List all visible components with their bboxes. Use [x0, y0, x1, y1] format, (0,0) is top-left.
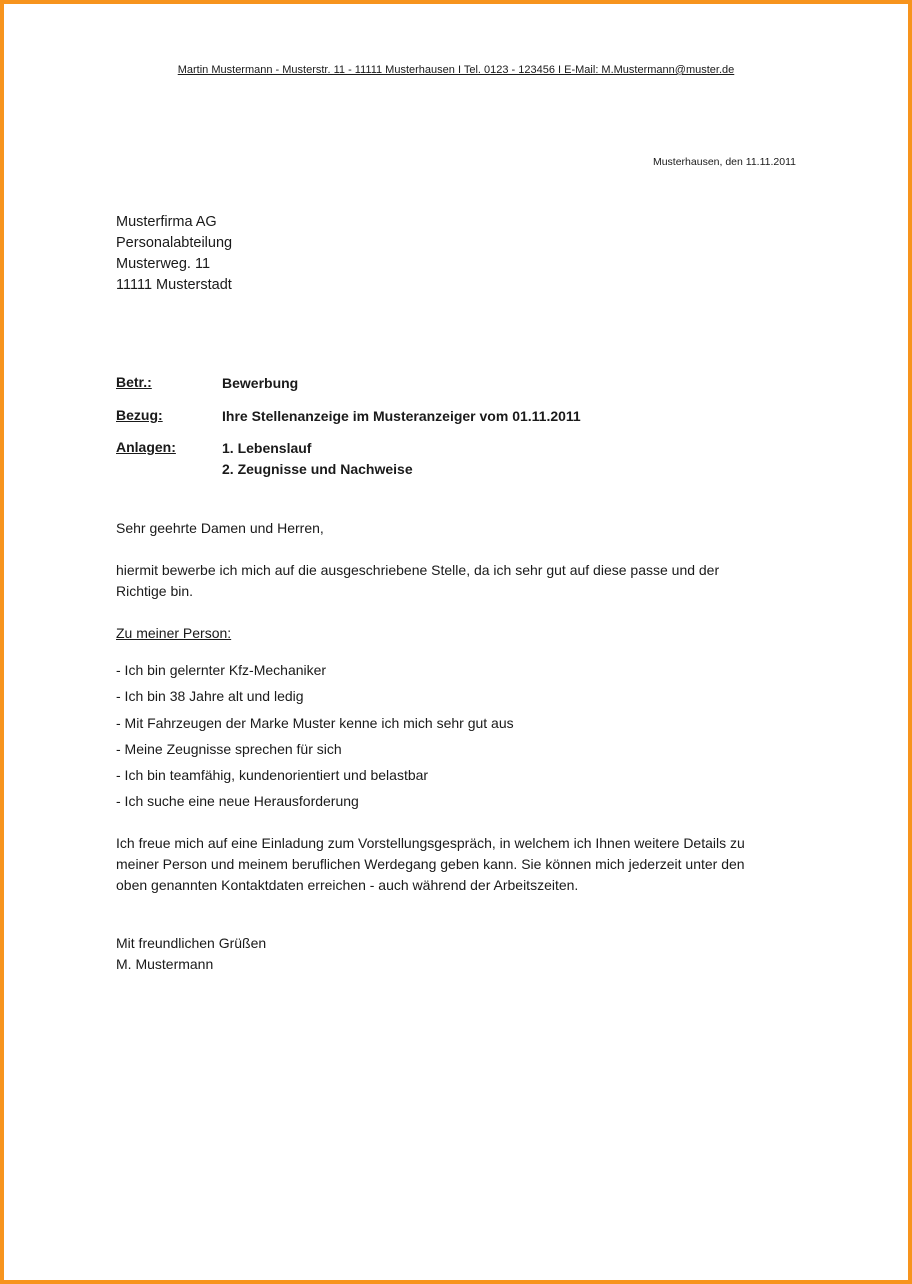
sender-address-line: Martin Mustermann - Musterstr. 11 - 11111 Musterhausen I Tel. 0123 - 123456 I E-Mail: M.Mustermann@muster.de	[177, 64, 735, 76]
list-item: - Ich bin 38 Jahre alt und ledig	[116, 688, 304, 705]
list-item: - Meine Zeugnisse sprechen für sich	[116, 740, 342, 757]
anlagen-list	[222, 438, 413, 480]
closing-line: meiner Person und meinem beruflichen Werdegang geben kann. Sie können mich jederzeit unter den	[116, 856, 745, 872]
list-item: - Mit Fahrzeugen der Marke Muster kenne ich mich sehr gut aus	[116, 714, 514, 731]
anlagen-item: 1. Lebenslauf	[222, 440, 312, 456]
section-heading: Zu meiner Person:	[116, 625, 232, 641]
signature: M. Mustermann	[116, 956, 214, 972]
salutation: Sehr geehrte Damen und Herren,	[116, 520, 324, 536]
recipient-company: Musterfirma AG	[116, 214, 217, 230]
recipient-department: Personalabteilung	[116, 235, 233, 251]
date-line: Musterhausen, den 11.11.2011	[652, 156, 796, 168]
recipient-address	[116, 212, 232, 296]
anlagen-label: Anlagen:	[116, 439, 176, 455]
betr-value: Bewerbung	[222, 375, 299, 391]
bezug-value: Ihre Stellenanzeige im Musteranzeiger vom 01.11.2011	[222, 408, 581, 424]
anlagen-item: 2. Zeugnisse und Nachweise	[222, 461, 413, 477]
closing-paragraph	[116, 833, 816, 896]
greeting: Mit freundlichen Grüßen	[116, 935, 267, 951]
qualification-list	[116, 660, 514, 818]
list-item: - Ich bin gelernter Kfz-Mechaniker	[116, 662, 327, 678]
closing-line: oben genannten Kontaktdaten erreichen - auch während der Arbeitszeiten.	[116, 877, 579, 893]
intro-line: hiermit bewerbe ich mich auf die ausgeschriebene Stelle, da ich sehr gut auf diese passe und der	[116, 562, 720, 578]
recipient-street: Musterweg. 11	[116, 256, 211, 272]
closing-line: Ich freue mich auf eine Einladung zum Vorstellungsgespräch, in welchem ich Ihnen weitere Details zu	[116, 835, 745, 851]
signoff	[116, 933, 266, 975]
intro-paragraph	[116, 560, 816, 602]
list-item: - Ich suche eine neue Herausforderung	[116, 793, 359, 810]
recipient-city: 11111 Musterstadt	[116, 277, 232, 293]
intro-line: Richtige bin.	[116, 583, 194, 599]
bezug-label: Bezug:	[116, 407, 163, 423]
list-item: - Ich bin teamfähig, kundenorientiert und belastbar	[116, 767, 429, 784]
betr-label: Betr.:	[116, 374, 152, 390]
